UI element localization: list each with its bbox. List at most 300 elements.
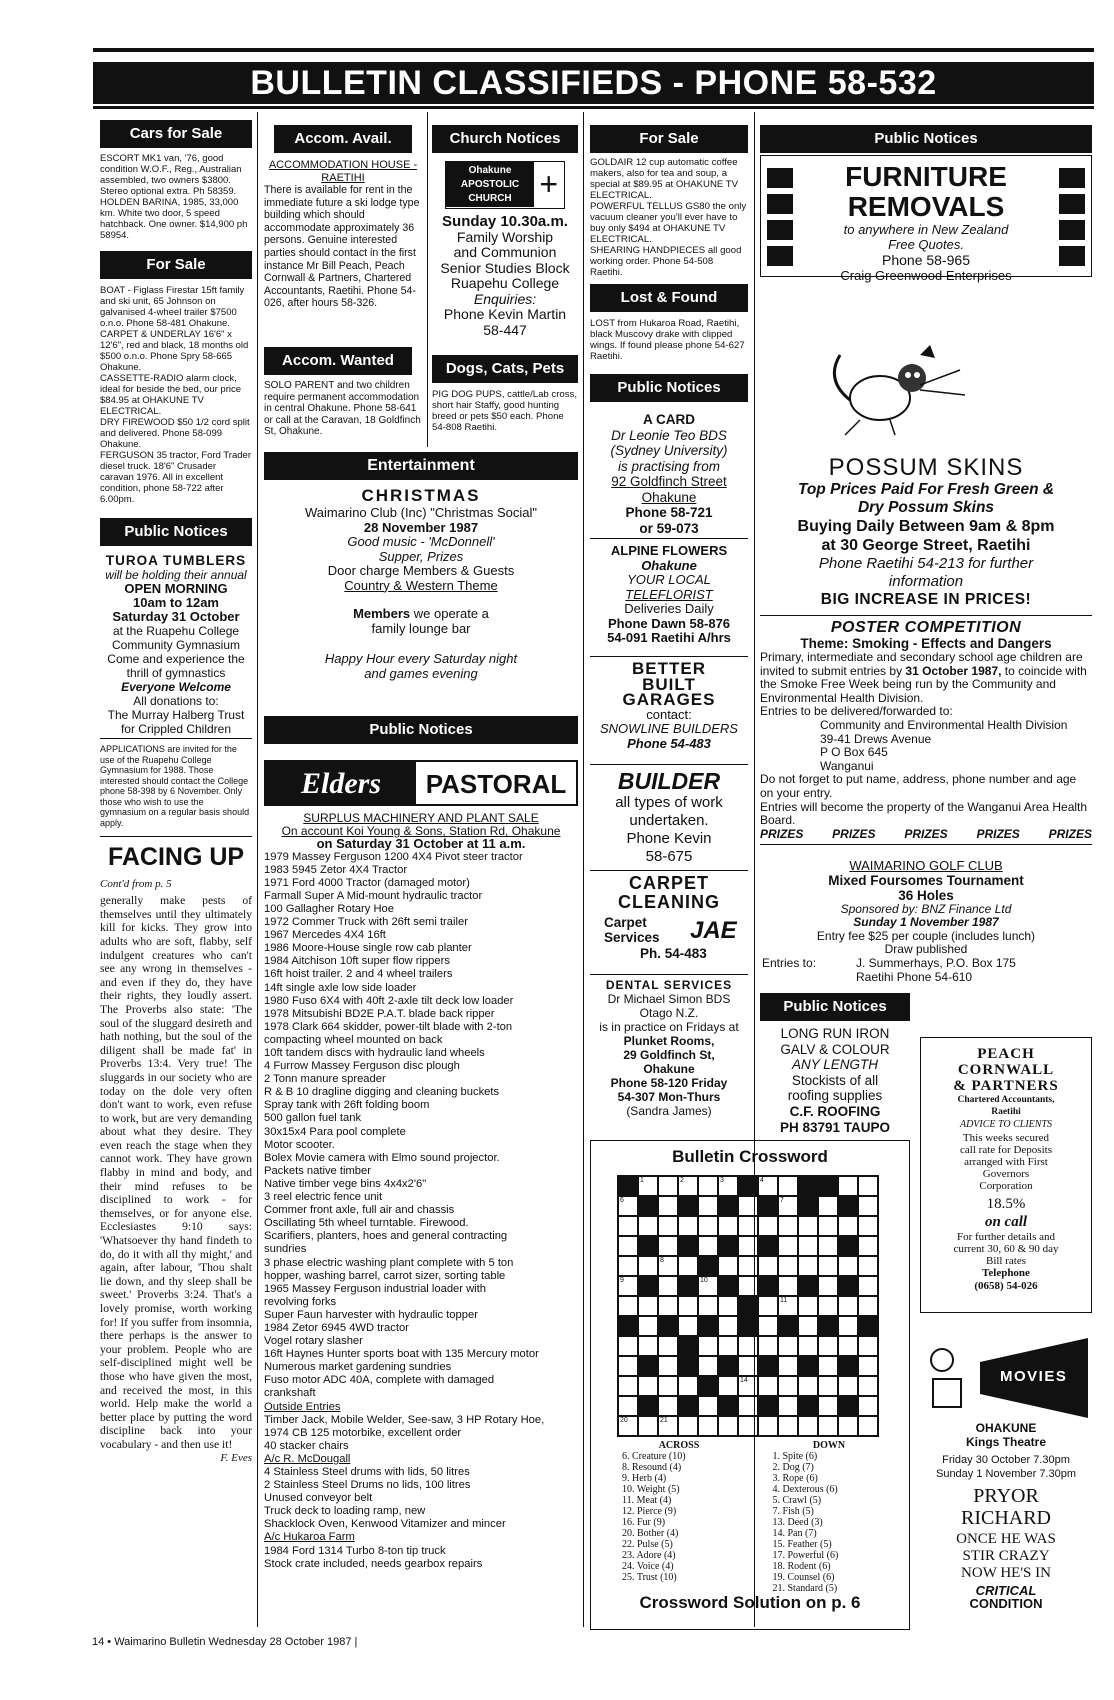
dental-ad <box>590 978 748 1118</box>
crossword-cell[interactable] <box>738 1396 758 1416</box>
truck-icon <box>1059 168 1085 188</box>
crossword-cell[interactable] <box>678 1376 698 1396</box>
crossword-cell[interactable] <box>698 1396 718 1416</box>
ad-cassette: CASSETTE-RADIO alarm clock, ideal for beside the bed, our price $84.95 at OHAKUNE TV ELECTRICAL. <box>100 373 242 417</box>
crossword-black-cell <box>798 1276 818 1296</box>
machinery-item: 3 reel electric fence unit <box>264 1191 383 1204</box>
crossword-black-cell <box>758 1196 778 1216</box>
crossword-cell[interactable] <box>638 1256 658 1276</box>
machinery-item: 3 phase electric washing plant complete with 5 ton <box>264 1256 514 1269</box>
crossword-cell[interactable] <box>698 1336 718 1356</box>
truck-icon <box>1059 194 1085 214</box>
builder-line: 58-675 <box>645 848 693 865</box>
truck-icon <box>767 168 793 188</box>
crossword-cell[interactable]: 11 <box>778 1296 798 1316</box>
across-clue: 11. Meat (4) <box>622 1495 672 1506</box>
crossword-cell[interactable] <box>798 1256 818 1276</box>
roofing-line: C.F. ROOFING <box>789 1103 881 1119</box>
accom-body: There is available for rent in the immediate future a ski lodge type building which should accommodate approximately 36 persons. Genuine interested parties should contact in the first instance Mr Bill Peach, Peach Cornwall & Partners, Chartered Accountants, Raetihi. Phone 54-026, after hours 58-326. <box>264 184 420 310</box>
garages-line: BUILT <box>642 674 696 694</box>
account-label: A/c Hukaroa Farm <box>264 1531 355 1544</box>
crossword-cell[interactable] <box>778 1376 798 1396</box>
machinery-item: Truck deck to loading ramp, new <box>264 1505 426 1518</box>
crossword-cell[interactable] <box>638 1336 658 1356</box>
movies-logo <box>930 1338 1088 1418</box>
crossword-cell[interactable]: 3 <box>718 1176 738 1196</box>
crossword-cell[interactable] <box>718 1336 738 1356</box>
possum-illustration <box>820 340 970 440</box>
crossword-cell[interactable] <box>658 1236 678 1256</box>
divider <box>590 656 748 657</box>
peach-rate: 18.5% <box>986 1196 1026 1212</box>
crossword-cell[interactable] <box>638 1216 658 1236</box>
poster-competition <box>760 619 1092 841</box>
peach-line: & PARTNERS <box>953 1078 1059 1094</box>
elders-header: Public Notices <box>264 716 578 744</box>
machinery-item: compacting wheel mounted on back <box>264 1033 443 1046</box>
crossword-cell[interactable]: 21 <box>658 1416 678 1436</box>
peach-line: Governors <box>982 1168 1030 1180</box>
crossword-cell[interactable] <box>838 1376 858 1396</box>
truck-icon <box>1059 246 1085 266</box>
crossword-cell[interactable]: 14 <box>738 1376 758 1396</box>
crossword-cell[interactable] <box>678 1316 698 1336</box>
crossword-cell[interactable] <box>658 1396 678 1416</box>
card-line: Dr Leonie Teo BDS <box>611 427 727 443</box>
crossword-cell[interactable]: 6 <box>618 1196 638 1216</box>
members-text: we operate a <box>410 606 489 622</box>
machinery-item: 10ft tandem discs with hydraulic land wheels <box>264 1047 485 1060</box>
church-logo-text: APOSTOLIC <box>460 179 520 190</box>
crossword-cell[interactable] <box>778 1396 798 1416</box>
machinery-item: 500 gallon fuel tank <box>264 1112 362 1125</box>
crossword-cell[interactable]: 8 <box>658 1256 678 1276</box>
crossword-cell[interactable] <box>778 1176 798 1196</box>
crossword-cell[interactable]: 2 <box>678 1176 698 1196</box>
column-divider <box>257 112 258 1627</box>
cross-icon: + <box>539 166 558 202</box>
crossword-black-cell <box>818 1316 838 1336</box>
crossword-cell[interactable] <box>838 1256 858 1276</box>
flowers-line: ALPINE FLOWERS <box>610 543 728 558</box>
dental-line: Otago N.Z. <box>639 1006 699 1020</box>
tumblers-line: Saturday 31 October <box>112 609 240 624</box>
tumblers-line: Come and experience the <box>107 652 245 666</box>
crossword-cell[interactable] <box>798 1236 818 1256</box>
crossword-cell[interactable] <box>818 1376 838 1396</box>
removals-ad <box>760 125 1092 283</box>
divider <box>590 870 748 871</box>
crossword-cell[interactable] <box>658 1176 678 1196</box>
happy-hour-line: Happy Hour every Saturday night <box>324 651 518 667</box>
crossword-cell[interactable] <box>698 1296 718 1316</box>
crossword-cell[interactable]: 20 <box>618 1416 638 1436</box>
tumblers-line: 10am to 12am <box>133 595 219 610</box>
crossword-cell[interactable] <box>718 1416 738 1436</box>
crossword-cell[interactable] <box>618 1236 638 1256</box>
crossword-cell[interactable] <box>738 1256 758 1276</box>
machinery-item: 4 Stainless Steel drums with lids, 50 litres <box>264 1466 470 1479</box>
christmas-line: Waimarino Club (Inc) "Christmas Social" <box>305 505 537 521</box>
card-line: or 59-073 <box>639 520 699 536</box>
crossword-cell[interactable] <box>618 1296 638 1316</box>
crossword-cell[interactable]: 1 <box>638 1176 658 1196</box>
truck-icon <box>767 220 793 240</box>
crossword-cell[interactable] <box>778 1356 798 1376</box>
dental-line: 29 Goldfinch St, <box>623 1048 715 1062</box>
golf-line: Sponsored by: BNZ Finance Ltd <box>840 901 1012 916</box>
crossword-cell[interactable] <box>798 1296 818 1316</box>
crossword-cell[interactable] <box>638 1376 658 1396</box>
crossword-cell[interactable] <box>858 1396 878 1416</box>
crossword-cell[interactable] <box>798 1336 818 1356</box>
accom-avail-header: Accom. Avail. <box>274 125 412 153</box>
crossword-cell[interactable] <box>778 1416 798 1436</box>
divider <box>590 974 748 975</box>
carpet-line: Services <box>604 930 660 945</box>
crossword-cell[interactable] <box>758 1216 778 1236</box>
christmas-title: CHRISTMAS <box>361 486 481 505</box>
crossword-cell[interactable] <box>858 1336 878 1356</box>
builder-line: Phone Kevin <box>626 830 712 847</box>
happy-hour-line: and games evening <box>364 665 478 681</box>
crossword-cell[interactable] <box>838 1176 858 1196</box>
crossword-cell[interactable] <box>858 1296 878 1316</box>
flowers-line: Phone Dawn 58-876 <box>607 615 731 631</box>
crossword-cell[interactable] <box>838 1296 858 1316</box>
crossword-black-cell <box>838 1356 858 1376</box>
peach-line: arranged with First <box>964 1156 1048 1168</box>
removals-line: to anywhere in New Zealand <box>843 222 1009 237</box>
crossword-black-cell <box>618 1176 638 1196</box>
card-line: A CARD <box>643 412 695 427</box>
auction-date: on Saturday 31 October at 11 a.m. <box>316 836 526 852</box>
ad-ferguson: FERGUSON 35 tractor, Ford Trader diesel truck. 18'6" Crusader caravan 1976. All in excellent condition, phone 58-722 after 6.00pm. <box>100 450 251 505</box>
tumblers-line: for Crippled Children <box>120 722 232 736</box>
crossword-cell[interactable] <box>678 1296 698 1316</box>
carpet-line: CARPET <box>628 873 709 893</box>
film-reel-icon <box>930 1348 954 1372</box>
crossword-cell[interactable] <box>818 1276 838 1296</box>
crossword-black-cell <box>698 1376 718 1396</box>
crossword-black-cell <box>758 1396 778 1416</box>
crossword-cell[interactable] <box>638 1416 658 1436</box>
public-notices-header: Public Notices <box>100 518 252 546</box>
crossword-cell[interactable] <box>778 1236 798 1256</box>
crossword-cell[interactable] <box>638 1316 658 1336</box>
crossword-cell[interactable] <box>838 1416 858 1436</box>
crossword-cell[interactable] <box>738 1236 758 1256</box>
banner-top-rule <box>93 48 1094 52</box>
gym-applications: APPLICATIONS are invited for the use of the Ruapehu College Gymnasium for 1988. Those interested should contact the College phone 58-398 by 6 November. Only those who wish to use the gymnasium on a regular basis should apply. <box>100 744 250 828</box>
crossword-cell[interactable] <box>758 1296 778 1316</box>
crossword-cell[interactable] <box>658 1196 678 1216</box>
crossword-cell[interactable] <box>718 1376 738 1396</box>
poster-body: to coincide with the Smoke Free Week being run by the Community and Environmental Health Division. <box>760 663 1087 705</box>
crossword-cell[interactable] <box>858 1416 878 1436</box>
crossword-black-cell <box>638 1236 658 1256</box>
dental-line: (Sandra James) <box>626 1104 712 1118</box>
golf-line: Mixed Foursomes Tournament <box>828 872 1024 888</box>
crossword-black-cell <box>858 1316 878 1336</box>
crossword-cell[interactable] <box>818 1216 838 1236</box>
crossword-cell[interactable] <box>758 1316 778 1336</box>
column-divider <box>427 112 428 447</box>
crossword-cell[interactable] <box>818 1356 838 1376</box>
across-clue: 22. Pulse (5) <box>622 1539 673 1550</box>
golf-entries: J. Summerhays, P.O. Box 175 <box>856 955 1016 970</box>
crossword-black-cell <box>798 1196 818 1216</box>
crossword-cell[interactable] <box>618 1336 638 1356</box>
possum-line: Phone Raetihi 54-213 for further <box>818 555 1034 572</box>
card-line: (Sydney University) <box>610 443 728 458</box>
machinery-item: 2 Tonn manure spreader <box>264 1073 386 1086</box>
machinery-item: 40 stacker chairs <box>264 1439 349 1452</box>
crossword-cell[interactable] <box>698 1176 718 1196</box>
crossword-cell[interactable] <box>618 1356 638 1376</box>
garages-line: SNOWLINE BUILDERS <box>600 721 738 736</box>
tumblers-line: All donations to: <box>133 694 219 708</box>
machinery-item: 1978 Mitsubishi BD2E P.A.T. blade back ripper <box>264 1007 495 1020</box>
crossword-cell[interactable] <box>778 1336 798 1356</box>
crossword-cell[interactable] <box>718 1216 738 1236</box>
crossword-cell[interactable] <box>818 1296 838 1316</box>
ad-boat: BOAT - Figlass Firestar 15ft family and ski unit, 65 Johnson on galvanised 4-wheel trailer $7500 o.n.o. Phone 58-481 Ohakune. <box>100 285 245 329</box>
across-clue: 6. Creature (10) <box>622 1451 686 1462</box>
crossword-black-cell <box>718 1196 738 1216</box>
machinery-item: 4 Furrow Massey Ferguson disc plough <box>264 1060 460 1073</box>
crossword-cell[interactable] <box>858 1236 878 1256</box>
crossword-black-cell <box>718 1356 738 1376</box>
down-clue: 17. Powerful (6) <box>772 1550 839 1561</box>
crossword-black-cell <box>698 1256 718 1276</box>
golf-entries-label: Entries to: <box>762 955 817 970</box>
flowers-line: Deliveries Daily <box>624 601 714 616</box>
golf-club-ad <box>760 859 1092 985</box>
crossword-cell[interactable] <box>778 1276 798 1296</box>
machinery-item: Unused conveyor belt <box>264 1492 373 1505</box>
crossword-cell[interactable] <box>618 1396 638 1416</box>
crossword-cell[interactable] <box>738 1276 758 1296</box>
crossword-cell[interactable] <box>678 1216 698 1236</box>
crossword-cell[interactable] <box>818 1196 838 1216</box>
movies-listing <box>920 1422 1092 1610</box>
machinery-item: revolving forks <box>264 1295 337 1308</box>
page-footer: 14 • Waimarino Bulletin Wednesday 28 October 1987 | <box>92 1636 358 1648</box>
prizes-label: PRIZES <box>1048 826 1092 841</box>
crossword-black-cell <box>818 1176 838 1196</box>
crossword-cell[interactable] <box>658 1296 678 1316</box>
builder-title: BUILDER <box>617 768 721 794</box>
cars-ad-holden: HOLDEN BARINA, 1985, 33,000 km. White two door, 5 speed hatchback. One owner. $14,900 ph 58954. <box>100 197 248 241</box>
peach-line: This weeks secured <box>962 1132 1050 1144</box>
crossword-cell[interactable] <box>798 1216 818 1236</box>
machinery-item: Numerous market gardening sundries <box>264 1361 452 1374</box>
crossword-cell[interactable] <box>758 1376 778 1396</box>
crossword-cell[interactable] <box>778 1216 798 1236</box>
across-clue: 12. Pierce (9) <box>622 1506 677 1517</box>
machinery-item: Native timber vege bins 4x4x2'6" <box>264 1177 427 1190</box>
movies-line: OHAKUNE <box>975 1421 1037 1435</box>
crossword-black-cell <box>798 1176 818 1196</box>
crossword-cell[interactable] <box>698 1416 718 1436</box>
crossword-cell[interactable] <box>778 1256 798 1276</box>
cars-header: Cars for Sale <box>100 120 252 148</box>
crossword-cell[interactable] <box>858 1256 878 1276</box>
crossword-black-cell <box>638 1356 658 1376</box>
crossword-black-cell <box>678 1196 698 1216</box>
crossword-cell[interactable] <box>818 1256 838 1276</box>
crossword-grid <box>617 1175 879 1437</box>
crossword-cell[interactable] <box>658 1216 678 1236</box>
divider <box>100 836 252 837</box>
crossword-cell[interactable] <box>718 1296 738 1316</box>
crossword-cell[interactable] <box>658 1276 678 1296</box>
crossword-cell[interactable] <box>838 1216 858 1236</box>
facing-up-article <box>100 842 252 1464</box>
facing-up-author: F. Eves <box>220 1451 252 1464</box>
machinery-item: Scarifiers, planters, hoes and general contracting <box>264 1230 508 1243</box>
crossword-cell[interactable] <box>798 1376 818 1396</box>
tumblers-title: TUROA TUMBLERS <box>105 553 247 568</box>
crossword-cell[interactable] <box>718 1256 738 1276</box>
crossword-cell[interactable]: 4 <box>758 1176 778 1196</box>
down-clues <box>754 1451 904 1594</box>
possum-title: POSSUM SKINS <box>828 454 1024 481</box>
down-clue: 15. Feather (5) <box>772 1539 832 1550</box>
crossword-cell[interactable] <box>818 1336 838 1356</box>
crossword-cell[interactable] <box>618 1256 638 1276</box>
dental-line: Plunket Rooms, <box>623 1034 715 1048</box>
crossword-cell[interactable] <box>858 1176 878 1196</box>
entertainment-header: Entertainment <box>264 452 578 480</box>
facing-up-contd: Cont'd from p. 5 <box>100 878 172 890</box>
crossword-cell[interactable] <box>658 1376 678 1396</box>
crossword-cell[interactable] <box>858 1216 878 1236</box>
accom-title: ACCOMMODATION HOUSE - RAETIHI <box>268 159 418 184</box>
crossword-cell[interactable] <box>798 1316 818 1336</box>
card-line: Ohakune <box>641 489 697 505</box>
crossword-cell[interactable] <box>738 1336 758 1356</box>
crossword-cell[interactable] <box>818 1396 838 1416</box>
golf-line: Sunday 1 November 1987 <box>853 915 999 930</box>
crossword-cell[interactable] <box>738 1356 758 1376</box>
cars-for-sale-section <box>100 120 252 241</box>
machinery-item: 1983 5945 Zetor 4X4 Tractor <box>264 863 408 876</box>
down-clue: 18. Rodent (6) <box>772 1561 831 1572</box>
crossword-black-cell <box>618 1316 638 1336</box>
accom-avail-section <box>264 125 422 310</box>
removals-title: FURNITURE <box>845 161 1007 192</box>
crossword-cell[interactable] <box>698 1216 718 1236</box>
account-label: A/c R. McDougall <box>264 1452 351 1465</box>
roofing-line: ANY LENGTH <box>791 1057 879 1073</box>
crossword-cell[interactable] <box>758 1256 778 1276</box>
crossword-black-cell <box>678 1356 698 1376</box>
lost-found-section <box>590 284 748 362</box>
machinery-item: 1972 Commer Truck with 26ft semi trailer <box>264 916 468 929</box>
crossword-cell[interactable] <box>638 1296 658 1316</box>
crossword-cell[interactable] <box>698 1356 718 1376</box>
machinery-item: Motor scooter. <box>264 1138 335 1151</box>
crossword-cell[interactable] <box>838 1336 858 1356</box>
crossword-cell[interactable] <box>758 1336 778 1356</box>
crossword-black-cell <box>718 1396 738 1416</box>
crossword-cell[interactable] <box>758 1416 778 1436</box>
crossword-cell[interactable] <box>698 1196 718 1216</box>
crossword-cell[interactable] <box>678 1256 698 1276</box>
poster-title: POSTER COMPETITION <box>830 619 1022 636</box>
crossword-black-cell <box>718 1236 738 1256</box>
across-label: ACROSS <box>658 1440 700 1451</box>
crossword-cell[interactable]: 7 <box>778 1196 798 1216</box>
crossword-black-cell <box>838 1276 858 1296</box>
garages-line: BETTER <box>632 659 706 678</box>
crossword-cell[interactable] <box>738 1196 758 1216</box>
garages-ad <box>590 661 748 751</box>
across-clue: 10. Weight (5) <box>622 1484 680 1495</box>
down-clue: 14. Pan (7) <box>772 1528 817 1539</box>
crossword-black-cell <box>758 1356 778 1376</box>
builder-line: undertaken. <box>629 812 709 829</box>
possum-line: Top Prices Paid For Fresh Green & <box>797 481 1055 498</box>
prizes-label: PRIZES <box>832 826 876 841</box>
down-clue: 5. Crawl (5) <box>772 1495 822 1506</box>
crossword-cell[interactable] <box>818 1416 838 1436</box>
crossword-cell[interactable] <box>738 1216 758 1236</box>
machinery-item: 1984 Zetor 6945 4WD tractor <box>264 1321 409 1334</box>
crossword-cell[interactable] <box>858 1356 878 1376</box>
crossword-cell[interactable] <box>858 1196 878 1216</box>
golf-line: Draw published <box>884 942 968 957</box>
machinery-item: Packets native timber <box>264 1164 371 1177</box>
crossword-cell[interactable] <box>838 1316 858 1336</box>
crossword-cell[interactable] <box>678 1416 698 1436</box>
possum-line: BIG INCREASE IN PRICES! <box>820 591 1032 608</box>
crossword-cell[interactable] <box>818 1236 838 1256</box>
crossword-cell[interactable] <box>618 1216 638 1236</box>
crossword-black-cell <box>638 1196 658 1216</box>
crossword-cell[interactable] <box>718 1316 738 1336</box>
tumblers-line: Community Gymnasium <box>111 638 241 652</box>
crossword-cell[interactable] <box>798 1416 818 1436</box>
ad-tellus: POWERFUL TELLUS GS80 the only vacuum cleaner you'll ever have to buy only $494 at OHAKUNE TV ELECTRICAL. <box>590 201 747 245</box>
movies-label: MOVIES <box>1000 1368 1068 1385</box>
across-clue: 24. Voice (4) <box>622 1561 674 1572</box>
crossword-cell[interactable] <box>658 1336 678 1356</box>
card-line: Phone 58-721 <box>625 505 713 520</box>
crossword-cell[interactable]: 10 <box>698 1276 718 1296</box>
crossword-cell[interactable] <box>618 1376 638 1396</box>
pets-header: Dogs, Cats, Pets <box>432 355 578 383</box>
crossword-cell[interactable] <box>858 1276 878 1296</box>
golf-title: WAIMARINO GOLF CLUB <box>849 858 1003 873</box>
movies-film: PRYOR <box>973 1485 1039 1507</box>
roofing-line: PH 83791 TAUPO <box>779 1119 891 1135</box>
crossword-cell[interactable] <box>658 1356 678 1376</box>
tumblers-line: The Murray Halberg Trust <box>107 708 245 722</box>
down-clue: 21. Standard (5) <box>772 1583 838 1594</box>
across-clue: 8. Resound (4) <box>622 1462 682 1473</box>
crossword-cell[interactable] <box>738 1416 758 1436</box>
roofing-line: roofing supplies <box>787 1088 883 1104</box>
divider <box>590 538 748 539</box>
down-clue: 7. Fish (5) <box>772 1506 814 1517</box>
crossword-cell[interactable]: 9 <box>618 1276 638 1296</box>
crossword-cell[interactable] <box>858 1376 878 1396</box>
peach-line: current 30, 60 & 90 day <box>953 1243 1059 1255</box>
crossword-cell[interactable] <box>698 1236 718 1256</box>
